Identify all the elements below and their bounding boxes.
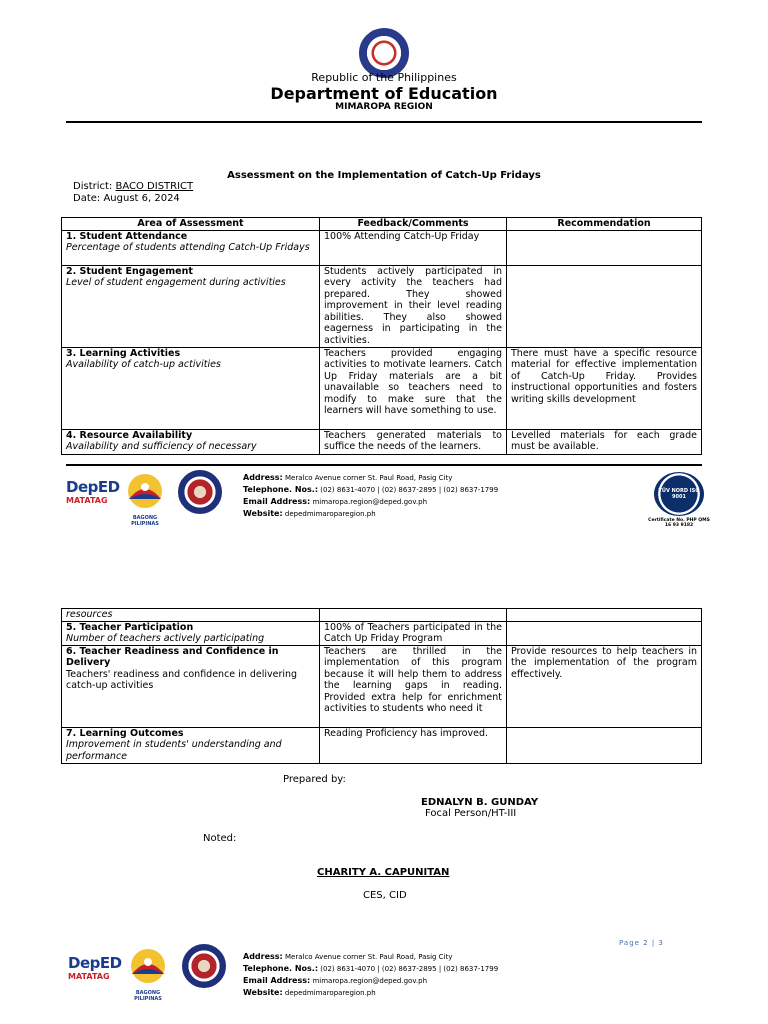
footer-contact: Address: Meralco Avenue corner St. Paul Road, Pasig City Telephone. Nos.: (02) 8631-4070 | (02) 8637-2895 | (02) 8637-1799 Email Address: mimaropa.region@deped.gov.ph Website: depedmimaroparegion.ph: [243, 473, 499, 518]
certificate-number: Certificate No. PHP QMS 16 93 9182: [648, 518, 710, 528]
table-row: [62, 609, 702, 622]
recommendation-cell: [507, 265, 702, 347]
table-header-recommendation: Recommendation: [507, 218, 702, 231]
noter-name: CHARITY A. CAPUNITAN: [317, 867, 450, 878]
iso-certification-logo: TÜV NORD ISO 9001: [654, 472, 704, 516]
area-title: 5. Teacher Participation: [66, 621, 194, 633]
area-description: Level of student engagement during activities: [66, 277, 286, 288]
matatag-label: MATATAG: [68, 972, 110, 981]
area-description: Teachers' readiness and confidence in delivering catch-up activities: [66, 668, 298, 691]
recommendation-cell: There must have a specific resource material for effective implementation of Catch-Up Friday. Provides instructional opportunities and fosters writing skills development: [507, 347, 702, 429]
feedback-cell: Teachers generated materials to suffice the needs of the learners.: [320, 429, 507, 454]
feedback-cell: 100% Attending Catch-Up Friday: [320, 230, 507, 265]
department-title: Department of Education: [270, 84, 498, 103]
header-divider: [66, 121, 702, 123]
area-description: Availability and sufficiency of necessary: [66, 441, 257, 452]
recommendation-cell: [507, 230, 702, 265]
area-title: 4. Resource Availability: [66, 429, 193, 441]
feedback-cell: 100% of Teachers participated in the Catch Up Friday Program: [320, 621, 507, 645]
noted-label: Noted:: [203, 833, 237, 844]
table-row: [62, 621, 702, 645]
assessment-table-continued: [61, 608, 702, 764]
table-header-area: Area of Assessment: [62, 218, 320, 231]
table-row: [62, 347, 702, 429]
table-row: [62, 265, 702, 347]
area-title: 7. Learning Outcomes: [66, 727, 184, 739]
district-label: District:: [73, 181, 113, 192]
table-row: [62, 429, 702, 454]
recommendation-cell: Levelled materials for each grade must be available.: [507, 429, 702, 454]
feedback-cell: Teachers are thrilled in the implementation of this program because it will help them to address the learning gaps in reading. Provided extra help for enrichment activities to students who need it: [320, 645, 507, 727]
feedback-cell: Reading Proficiency has improved.: [320, 727, 507, 763]
republic-label: Republic of the Philippines: [311, 71, 457, 84]
footer-contact: Address: Meralco Avenue corner St. Paul Road, Pasig City Telephone. Nos.: (02) 8631-4070 | (02) 8637-2895 | (02) 8637-1799 Email Address: mimaropa.region@deped.gov.ph Website: depedmimaroparegion.ph: [243, 952, 499, 997]
recommendation-cell: [507, 609, 702, 622]
division-seal-logo: [182, 944, 226, 988]
recommendation-cell: [507, 727, 702, 763]
area-description: resources: [66, 609, 113, 620]
preparer-title: Focal Person/HT-III: [425, 808, 517, 819]
area-title: 1. Student Attendance: [66, 230, 188, 242]
table-row: [62, 645, 702, 727]
table-row: [62, 727, 702, 763]
area-description: Number of teachers actively participating: [66, 633, 265, 644]
area-description: Improvement in students' understanding and performance: [66, 739, 282, 762]
assessment-table: [61, 217, 702, 455]
bagong-pilipinas-logo: [119, 471, 171, 527]
recommendation-cell: Provide resources to help teachers in the implementation of the program effectively.: [507, 645, 702, 727]
feedback-cell: [320, 609, 507, 622]
recommendation-cell: [507, 621, 702, 645]
district-value: BACO DISTRICT: [115, 181, 194, 192]
table-header-feedback: Feedback/Comments: [320, 218, 507, 231]
bagong-label: BAGONG PILIPINAS: [131, 515, 159, 527]
region-label: MIMAROPA REGION: [335, 102, 433, 112]
area-title: 2. Student Engagement: [66, 265, 193, 277]
bagong-label: BAGONG PILIPINAS: [134, 990, 162, 1002]
document-title: Assessment on the Implementation of Catch-Up Fridays: [227, 170, 541, 181]
area-title: 6. Teacher Readiness and Confidence in Delivery: [66, 645, 279, 668]
division-seal-logo: [178, 470, 222, 514]
noter-title: CES, CID: [363, 890, 407, 901]
district-line: [73, 181, 193, 192]
feedback-cell: Teachers provided engaging activities to motivate learners. Catch Up Friday materials are a bit unavailable so teachers need to modify to make sure that the learners will have something to use.: [320, 347, 507, 429]
area-description: Availability of catch-up activities: [66, 359, 221, 370]
area-description: Percentage of students attending Catch-Up Fridays: [66, 242, 310, 253]
deped-logo: [66, 478, 120, 505]
deped-wordmark: DepED: [66, 478, 120, 496]
deped-logo: [68, 954, 122, 981]
matatag-label: MATATAG: [66, 496, 108, 505]
page-number: Page 2 | 3: [619, 939, 664, 947]
table-row: [62, 230, 702, 265]
deped-wordmark: DepED: [68, 954, 122, 972]
area-title: 3. Learning Activities: [66, 347, 181, 359]
prepared-by-label: Prepared by:: [283, 774, 346, 785]
date-line: Date: August 6, 2024: [73, 193, 180, 204]
feedback-cell: Students actively participated in every activity the teachers had prepared. They showed improvement in their level reading abilities. They also showed eagerness in participating in the activities.: [320, 265, 507, 347]
preparer-name: EDNALYN B. GUNDAY: [421, 797, 539, 808]
bagong-pilipinas-logo: [122, 946, 174, 1002]
footer-divider: [66, 464, 702, 466]
